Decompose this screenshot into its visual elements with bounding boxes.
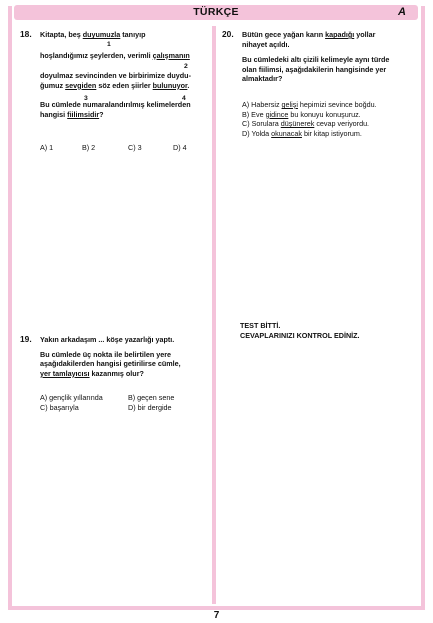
check-answers: CEVAPLARINIZI KONTROL EDİNİZ.	[240, 330, 360, 340]
underlined-word: gelişi	[281, 100, 298, 109]
question-text: Bu cümlede numaralandırılmış kelimelerden	[40, 100, 191, 110]
question-20	[222, 30, 418, 150]
question-number: 18.	[20, 29, 32, 39]
text: ğumuz	[40, 80, 66, 90]
mark-3: 3	[84, 95, 88, 102]
option-b[interactable]: B) geçen sene	[128, 393, 175, 402]
text: A) Habersiz	[242, 100, 282, 109]
question-text: Bu cümledeki altı çizili kelimeyle aynı türde	[242, 55, 390, 65]
text: hangisi	[40, 109, 68, 119]
underlined-word: düşünerek	[280, 119, 315, 129]
text: cevap veriyordu.	[314, 119, 370, 129]
underlined-word-4: bulunuyor	[152, 80, 188, 90]
underlined-word-3: sevgiden	[65, 80, 97, 90]
option-d[interactable]: D) 4	[173, 143, 187, 152]
underlined-word-1: duyumuzla	[82, 30, 121, 39]
text: D) Yolda	[242, 128, 272, 138]
text: kazanmış olur?	[89, 368, 144, 378]
question-stem: Yakın arkadaşım ... köşe yazarlığı yaptı.	[40, 335, 175, 344]
text: söz eden şiirler	[96, 80, 153, 90]
text: hepimizi sevince boğdu.	[297, 100, 377, 109]
underlined-word: fiilimsidir	[67, 109, 100, 119]
text: bu konuyu konuşuruz.	[288, 109, 361, 119]
option-c[interactable]	[242, 119, 377, 129]
subject-title: TÜRKÇE	[193, 6, 239, 18]
underlined-word: okunacak	[271, 128, 302, 138]
frame-left	[8, 6, 12, 610]
option-c[interactable]: C) 3	[128, 143, 142, 152]
underlined-word: kapadığı	[325, 30, 355, 39]
answer-options	[242, 100, 377, 138]
option-a[interactable]: A) gençlik yıllarında	[40, 393, 103, 402]
question-body	[242, 30, 416, 84]
question-text: Bu cümlede üç nokta ile belirtilen yere	[40, 349, 172, 359]
option-d[interactable]: D) bir dergide	[128, 403, 172, 412]
test-finished: TEST BİTTİ.	[240, 321, 281, 330]
option-b[interactable]: B) 2	[82, 143, 96, 152]
text: C) Sorulara	[242, 119, 281, 129]
end-of-test-note	[240, 321, 360, 340]
page-number: 7	[213, 610, 220, 621]
text: hoşlandığımız şeylerden, verimli	[40, 50, 153, 60]
question-18	[20, 30, 208, 160]
mark-4: 4	[182, 95, 186, 102]
question-number: 19.	[20, 334, 32, 344]
text: B) Eve	[242, 109, 266, 119]
underlined-word: gidince	[265, 109, 289, 119]
underlined-word-2: çalışmanın	[152, 50, 190, 60]
booklet-letter: A	[398, 6, 406, 18]
column-divider	[212, 26, 216, 604]
text: bir kitap istiyorum.	[301, 128, 362, 138]
text: Kitapta, beş	[40, 30, 83, 39]
option-a[interactable]: A) 1	[40, 143, 54, 152]
question-text: aşağıdakilerden hangisi getirilirse cümle,	[40, 359, 181, 369]
mark-1: 1	[107, 41, 111, 48]
text: .	[187, 80, 190, 90]
mark-2: 2	[184, 63, 188, 70]
text: nihayet açıldı.	[242, 39, 290, 49]
text: tanıyıp	[120, 30, 146, 39]
page-header	[14, 5, 418, 20]
underlined-phrase: yer tamlayıcısı	[40, 368, 90, 378]
question-text: almaktadır?	[242, 74, 283, 84]
text: doyulmaz sevincinden ve birbirimize duydu-	[40, 71, 191, 81]
text: Bütün gece yağan karın	[242, 30, 326, 39]
question-body	[40, 30, 210, 119]
option-a[interactable]	[242, 100, 377, 110]
option-b[interactable]	[242, 110, 377, 120]
question-number: 20.	[222, 29, 234, 39]
text: ?	[99, 109, 104, 119]
text: yollar	[354, 30, 376, 39]
option-d[interactable]	[242, 129, 377, 139]
question-text: olan fiilimsi, aşağıdakilerin hangisinde yer	[242, 64, 387, 74]
option-c[interactable]: C) başarıyla	[40, 403, 79, 412]
frame-right	[421, 6, 425, 610]
question-19	[20, 335, 208, 425]
question-body	[40, 335, 210, 378]
